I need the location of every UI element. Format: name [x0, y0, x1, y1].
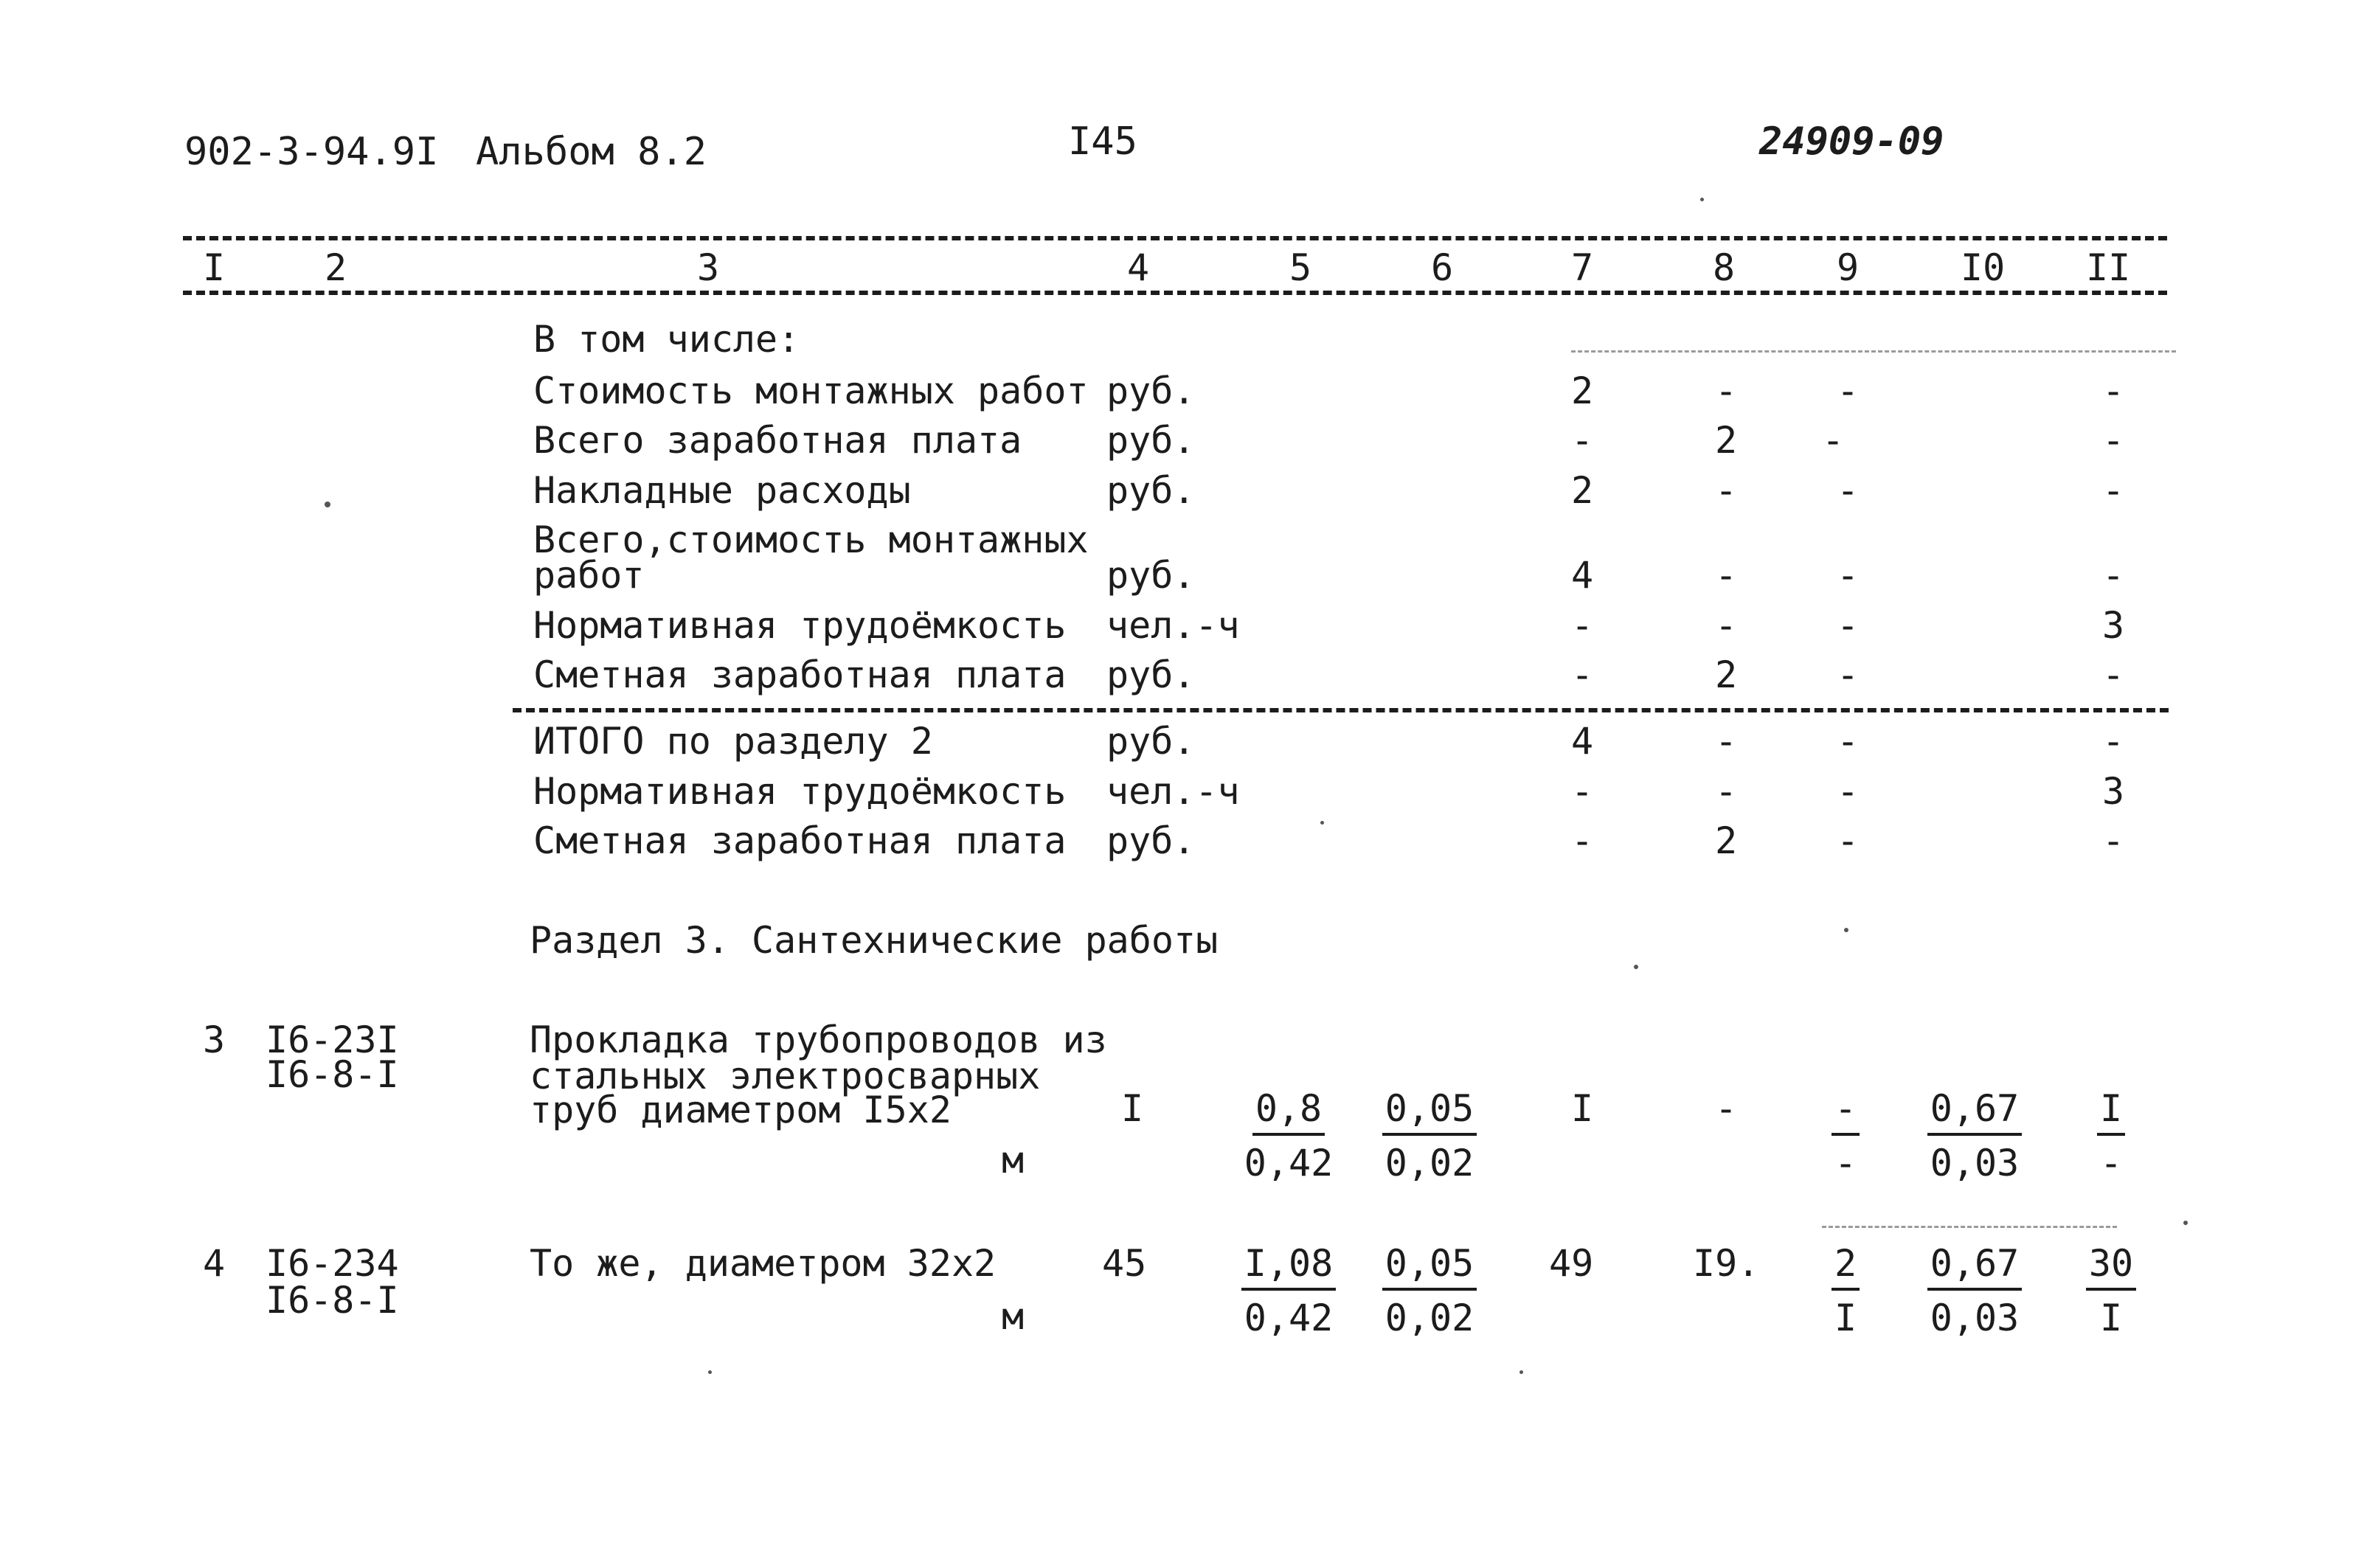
- cell-col9: -: [1822, 419, 1845, 462]
- fraction-denominator: 0,03: [1930, 1297, 2020, 1339]
- fraction-numerator: 2: [1832, 1245, 1860, 1291]
- cell-col11-fraction: [2063, 1242, 2159, 1339]
- cell-col7: 2: [1571, 370, 1594, 412]
- cell-col9: -: [1837, 469, 1860, 512]
- item-desc-line1: Прокладка трубопроводов из: [530, 1019, 1107, 1061]
- row-unit: чел.-ч: [1106, 770, 1240, 813]
- page-number: I45: [1068, 119, 1137, 164]
- cell-col7: -: [1571, 604, 1594, 647]
- row-name: Сметная заработная плата: [533, 819, 1067, 862]
- row-name: Всего заработная плата: [533, 419, 1022, 462]
- total-rule: [513, 708, 2169, 712]
- fraction-denominator: 0,42: [1244, 1142, 1334, 1184]
- cell-col9: -: [1837, 653, 1860, 696]
- cell-col8: -: [1715, 554, 1738, 597]
- item-desc-line2: стальных электросварных: [530, 1055, 1041, 1097]
- cell-col4: 45: [1102, 1242, 1147, 1285]
- row-name-line1: Всего,стоимость монтажных: [533, 518, 1089, 561]
- cell-col9: -: [1837, 554, 1860, 597]
- fraction-numerator: 0,05: [1382, 1090, 1477, 1136]
- cell-col8: -: [1715, 1087, 1738, 1130]
- cell-col7: 49: [1549, 1242, 1594, 1285]
- scan-speck: [1519, 1370, 1523, 1374]
- fraction-numerator: -: [1832, 1090, 1860, 1136]
- scan-speck: [1320, 821, 1324, 825]
- cell-col11: -: [2102, 720, 2125, 763]
- item-unit: м: [1002, 1139, 1025, 1182]
- header-top-rule: [183, 236, 2167, 240]
- item-code-secondary: I6-8-I: [266, 1279, 399, 1322]
- fraction-numerator: 0,67: [1927, 1090, 2022, 1136]
- cell-col11: -: [2102, 419, 2125, 462]
- cell-col11: -: [2102, 554, 2125, 597]
- col-8-header: 8: [1713, 246, 1736, 289]
- row-unit: руб.: [1106, 419, 1196, 462]
- fraction-denominator: -: [2099, 1142, 2123, 1184]
- col-11-header: II: [2086, 246, 2131, 289]
- col-4-header: 4: [1127, 246, 1150, 289]
- fraction-denominator: I: [1834, 1297, 1857, 1339]
- fraction-denominator: -: [1834, 1142, 1857, 1184]
- row-unit: руб.: [1106, 370, 1196, 412]
- cell-col4: I: [1121, 1087, 1144, 1130]
- fraction-numerator: 0,05: [1382, 1245, 1477, 1291]
- fraction-numerator: 0,8: [1252, 1090, 1325, 1136]
- fraction-denominator: 0,03: [1930, 1142, 2020, 1184]
- cell-col7: I: [1571, 1087, 1594, 1130]
- cell-col7: 2: [1571, 469, 1594, 512]
- cell-col6-fraction: [1382, 1242, 1477, 1339]
- col-7-header: 7: [1571, 246, 1594, 289]
- fraction-numerator: I,08: [1241, 1245, 1336, 1291]
- row-unit: руб.: [1106, 469, 1196, 512]
- col-6-header: 6: [1431, 246, 1454, 289]
- cell-col7: 4: [1571, 720, 1594, 763]
- cell-col9: -: [1837, 819, 1860, 862]
- col-10-header: I0: [1961, 246, 2006, 289]
- col-9-header: 9: [1837, 246, 1860, 289]
- fraction-denominator: 0,02: [1385, 1142, 1474, 1184]
- scan-speck: [708, 1370, 712, 1374]
- album-label: Альбом 8.2: [476, 130, 707, 174]
- row-unit: чел.-ч: [1106, 604, 1240, 647]
- faint-rule: [1571, 350, 2176, 353]
- section-title: Раздел 3. Сантехнические работы: [530, 919, 1219, 962]
- col-3-header: 3: [697, 246, 720, 289]
- faint-rule: [1822, 1226, 2117, 1228]
- cell-col9-fraction: [1798, 1087, 1893, 1184]
- item-code-secondary: I6-8-I: [266, 1053, 399, 1096]
- row-name: Нормативная трудоёмкость: [533, 604, 1067, 647]
- cell-col8: -: [1715, 770, 1738, 813]
- cell-col9: -: [1837, 770, 1860, 813]
- cell-col11: -: [2102, 469, 2125, 512]
- cell-col11: 3: [2102, 604, 2125, 647]
- cell-col9: -: [1837, 370, 1860, 412]
- fraction-numerator: 30: [2086, 1245, 2136, 1291]
- doc-number: 24909-09: [1759, 119, 1944, 164]
- row-unit: руб.: [1106, 720, 1196, 763]
- cell-col7: -: [1571, 419, 1594, 462]
- cell-col8: 2: [1715, 819, 1738, 862]
- cell-col9: -: [1837, 604, 1860, 647]
- item-desc-line1: То же, диаметром 32x2: [530, 1242, 997, 1285]
- doc-code: 902-3-94.9I: [184, 130, 439, 174]
- row-unit: руб.: [1106, 554, 1196, 597]
- cell-col10-fraction: [1927, 1242, 2023, 1339]
- cell-col5-fraction: [1241, 1242, 1337, 1339]
- scan-speck: [1700, 198, 1704, 201]
- cell-col6-fraction: [1382, 1087, 1477, 1184]
- cell-col11: -: [2102, 819, 2125, 862]
- cell-col8: 2: [1715, 653, 1738, 696]
- cell-col11: 3: [2102, 770, 2125, 813]
- cell-col8: -: [1715, 370, 1738, 412]
- cell-col10-fraction: [1927, 1087, 2023, 1184]
- cell-col5-fraction: [1241, 1087, 1337, 1184]
- cell-col11: -: [2102, 653, 2125, 696]
- cell-col7: -: [1571, 653, 1594, 696]
- cell-col7: -: [1571, 819, 1594, 862]
- cell-col11: -: [2102, 370, 2125, 412]
- row-name-line2: работ: [533, 554, 645, 597]
- fraction-denominator: I: [2099, 1297, 2123, 1339]
- col-2-header: 2: [325, 246, 347, 289]
- row-unit: руб.: [1106, 653, 1196, 696]
- row-name: ИТОГО по разделу 2: [533, 720, 933, 763]
- scan-speck: [1844, 928, 1848, 932]
- row-unit: руб.: [1106, 819, 1196, 862]
- scan-speck: [1634, 965, 1638, 969]
- cell-col7: -: [1571, 770, 1594, 813]
- item-code: I6-234: [266, 1242, 399, 1285]
- scan-speck: [325, 502, 330, 507]
- row-name: Стоимость монтажных работ: [533, 370, 1089, 412]
- col-1-header: I: [203, 246, 226, 289]
- item-unit: м: [1002, 1295, 1025, 1338]
- cell-col11-fraction: [2063, 1087, 2159, 1184]
- row-name: Нормативная трудоёмкость: [533, 770, 1067, 813]
- including-label: В том числе:: [533, 318, 800, 361]
- item-code: I6-23I: [266, 1019, 399, 1061]
- row-name: Накладные расходы: [533, 469, 911, 512]
- cell-col9: -: [1837, 720, 1860, 763]
- cell-col9-fraction: [1798, 1242, 1893, 1339]
- item-number: 4: [203, 1242, 226, 1285]
- cell-col8: 2: [1715, 419, 1738, 462]
- scan-speck: [2183, 1221, 2188, 1225]
- fraction-numerator: I: [2097, 1090, 2125, 1136]
- cell-col8: -: [1715, 469, 1738, 512]
- cell-col8: -: [1715, 604, 1738, 647]
- col-5-header: 5: [1289, 246, 1312, 289]
- fraction-denominator: 0,42: [1244, 1297, 1334, 1339]
- cell-col8: I9.: [1693, 1242, 1760, 1285]
- fraction-denominator: 0,02: [1385, 1297, 1474, 1339]
- cell-col8: -: [1715, 720, 1738, 763]
- cell-col7: 4: [1571, 554, 1594, 597]
- item-number: 3: [203, 1019, 226, 1061]
- item-desc-line3: труб диаметром I5x2: [530, 1089, 952, 1131]
- header-bottom-rule: [183, 291, 2167, 295]
- fraction-numerator: 0,67: [1927, 1245, 2022, 1291]
- row-name: Сметная заработная плата: [533, 653, 1067, 696]
